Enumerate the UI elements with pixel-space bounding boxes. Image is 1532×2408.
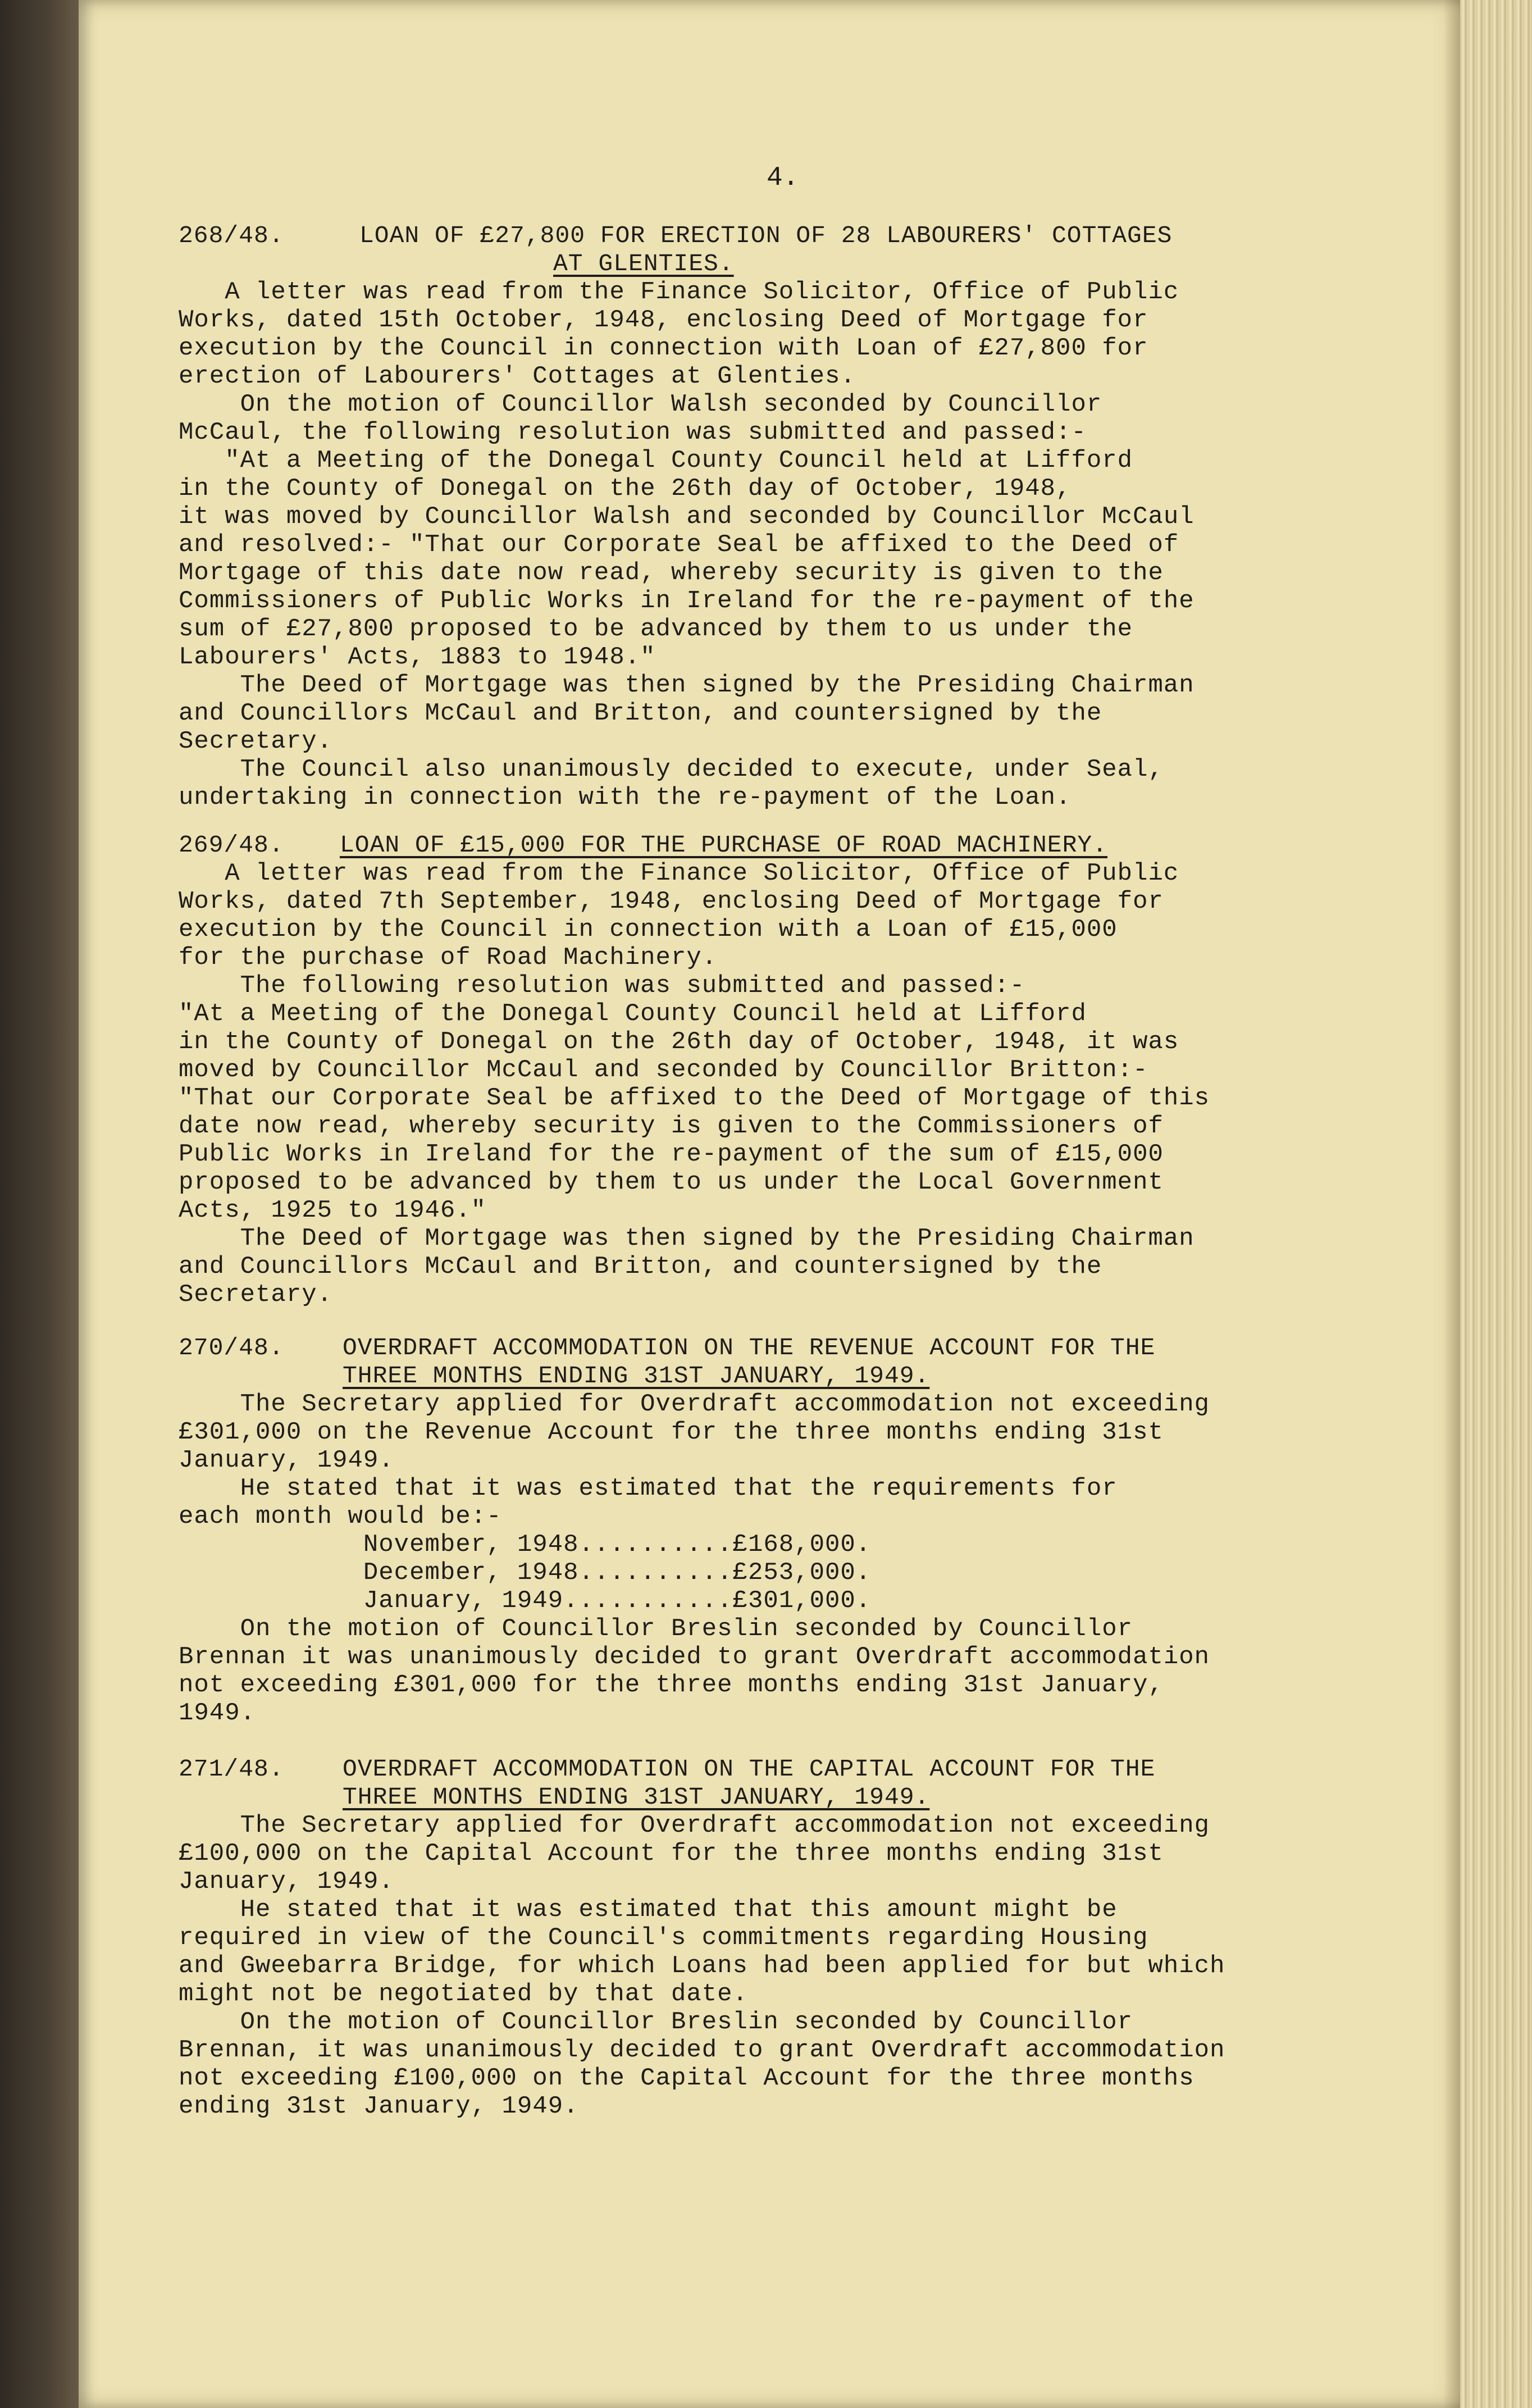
minute-number: 268/48. [179, 222, 284, 249]
minute-text-line: Acts, 1925 to 1946." [179, 1196, 487, 1225]
minute-text-line: and Councillors McCaul and Britton, and countersigned by the [179, 1253, 1102, 1281]
minute-text-line: and Councillors McCaul and Britton, and countersigned by the [179, 699, 1102, 727]
minute-text-line: proposed to be advanced by them to us under the Local Government [179, 1168, 1164, 1196]
minute-text-line: Labourers' Acts, 1883 to 1948." [179, 643, 656, 671]
minute-text-line: Secretary. [179, 1281, 333, 1309]
minute-text-line: in the County of Donegal on the 26th day of October, 1948, [179, 475, 1072, 503]
minute-text-line: The Secretary applied for Overdraft accommodation not exceeding [179, 1811, 1210, 1840]
minute-text-line: On the motion of Councillor Walsh seconded by Councillor [179, 390, 1102, 418]
minute-text-line: Public Works in Ireland for the re-payment of the sum of £15,000 [179, 1140, 1164, 1168]
minute-text-line: in the County of Donegal on the 26th day of October, 1948, it was [179, 1028, 1179, 1056]
minute-text-line: "At a Meeting of the Donegal County Council held at Lifford [179, 1000, 1087, 1028]
minute-text-line: On the motion of Councillor Breslin seconded by Councillor [179, 1615, 1133, 1643]
minute-text-line: January, 1949...........£301,000. [179, 1587, 872, 1615]
minute-text-line: moved by Councillor McCaul and seconded by Councillor Britton:- [179, 1056, 1148, 1084]
minute-text-line: He stated that it was estimated that this amount might be [179, 1896, 1118, 1924]
minute-text-line: ending 31st January, 1949. [179, 2092, 579, 2120]
minute-text-line: and Gweebarra Bridge, for which Loans had been applied for but which [179, 1952, 1225, 1980]
minute-text-line: Commissioners of Public Works in Ireland for the re-payment of the [179, 587, 1194, 615]
minute-text-line: Brennan, it was unanimously decided to grant Overdraft accommodation [179, 2036, 1225, 2064]
minute-text-line: Secretary. [179, 727, 333, 755]
minute-text-line: and resolved:- "That our Corporate Seal be affixed to the Deed of [179, 531, 1179, 559]
minute-text-line: not exceeding £100,000 on the Capital Account for the three months [179, 2064, 1194, 2092]
minute-text-line: it was moved by Councillor Walsh and seconded by Councillor McCaul [179, 503, 1194, 531]
minute-text-line: Works, dated 15th October, 1948, enclosing Deed of Mortgage for [179, 306, 1148, 334]
minute-text-line: Brennan it was unanimously decided to grant Overdraft accommodation [179, 1643, 1210, 1671]
minute-text-line: A letter was read from the Finance Solicitor, Office of Public [179, 278, 1179, 306]
binding-left [0, 0, 79, 2408]
minute-text-line: The Council also unanimously decided to execute, under Seal, [179, 755, 1164, 784]
minute-text-line: for the purchase of Road Machinery. [179, 944, 718, 972]
minute-text-line: On the motion of Councillor Breslin seconded by Councillor [179, 2008, 1133, 2036]
minute-text-line: The Deed of Mortgage was then signed by the Presiding Chairman [179, 1225, 1194, 1253]
minute-heading: LOAN OF £27,800 FOR ERECTION OF 28 LABOURERS' COTTAGES [359, 222, 1173, 249]
minute-text-line: sum of £27,800 proposed to be advanced by them to us under the [179, 615, 1133, 643]
minute-text-line: Mortgage of this date now read, whereby security is given to the [179, 559, 1164, 587]
page-number: 4. [767, 163, 799, 193]
minute-heading-continued: AT GLENTIES. [553, 250, 734, 277]
minute-number: 271/48. [179, 1755, 284, 1783]
minute-text-line: date now read, whereby security is given to the Commissioners of [179, 1112, 1164, 1140]
minute-text-line: "At a Meeting of the Donegal County Council held at Lifford [179, 447, 1133, 475]
minute-text-line: A letter was read from the Finance Solicitor, Office of Public [179, 859, 1179, 887]
minute-text-line: November, 1948..........£168,000. [179, 1531, 872, 1559]
minute-number: 269/48. [179, 831, 284, 859]
minute-text-line: The following resolution was submitted and passed:- [179, 972, 1025, 1000]
minute-text-line: He stated that it was estimated that the requirements for [179, 1474, 1118, 1503]
minute-text-line: each month would be:- [179, 1503, 502, 1531]
minute-heading: OVERDRAFT ACCOMMODATION ON THE CAPITAL ACCOUNT FOR THE [343, 1755, 1156, 1783]
minute-text-line: January, 1949. [179, 1446, 394, 1474]
minute-heading: OVERDRAFT ACCOMMODATION ON THE REVENUE ACCOUNT FOR THE [343, 1334, 1156, 1362]
minute-text-line: might not be negotiated by that date. [179, 1980, 748, 2008]
minute-text-line: erection of Labourers' Cottages at Glenties. [179, 362, 856, 390]
minute-text-line: January, 1949. [179, 1868, 394, 1896]
minute-text-line: Works, dated 7th September, 1948, enclosing Deed of Mortgage for [179, 887, 1164, 916]
minute-text-line: execution by the Council in connection with a Loan of £15,000 [179, 916, 1118, 944]
minute-text-line: required in view of the Council's commitments regarding Housing [179, 1924, 1148, 1952]
minute-text-line: December, 1948..........£253,000. [179, 1559, 872, 1587]
minute-text-line: 1949. [179, 1699, 256, 1727]
page-edges [1460, 0, 1532, 2408]
minute-text-line: The Secretary applied for Overdraft accommodation not exceeding [179, 1390, 1210, 1418]
minute-text-line: £301,000 on the Revenue Account for the three months ending 31st [179, 1418, 1164, 1446]
minute-heading-continued: THREE MONTHS ENDING 31ST JANUARY, 1949. [343, 1362, 930, 1390]
minute-text-line: "That our Corporate Seal be affixed to the Deed of Mortgage of this [179, 1084, 1210, 1112]
minute-text-line: The Deed of Mortgage was then signed by the Presiding Chairman [179, 671, 1194, 699]
minute-text-line: McCaul, the following resolution was submitted and passed:- [179, 418, 1087, 447]
minute-number: 270/48. [179, 1334, 284, 1362]
minute-text-line: £100,000 on the Capital Account for the three months ending 31st [179, 1840, 1164, 1868]
minute-text-line: undertaking in connection with the re-payment of the Loan. [179, 784, 1072, 812]
minute-heading: LOAN OF £15,000 FOR THE PURCHASE OF ROAD MACHINERY. [340, 831, 1108, 859]
minute-text-line: execution by the Council in connection with Loan of £27,800 for [179, 334, 1148, 362]
minute-text-line: not exceeding £301,000 for the three months ending 31st January, [179, 1671, 1164, 1699]
minute-heading-continued: THREE MONTHS ENDING 31ST JANUARY, 1949. [343, 1783, 930, 1811]
